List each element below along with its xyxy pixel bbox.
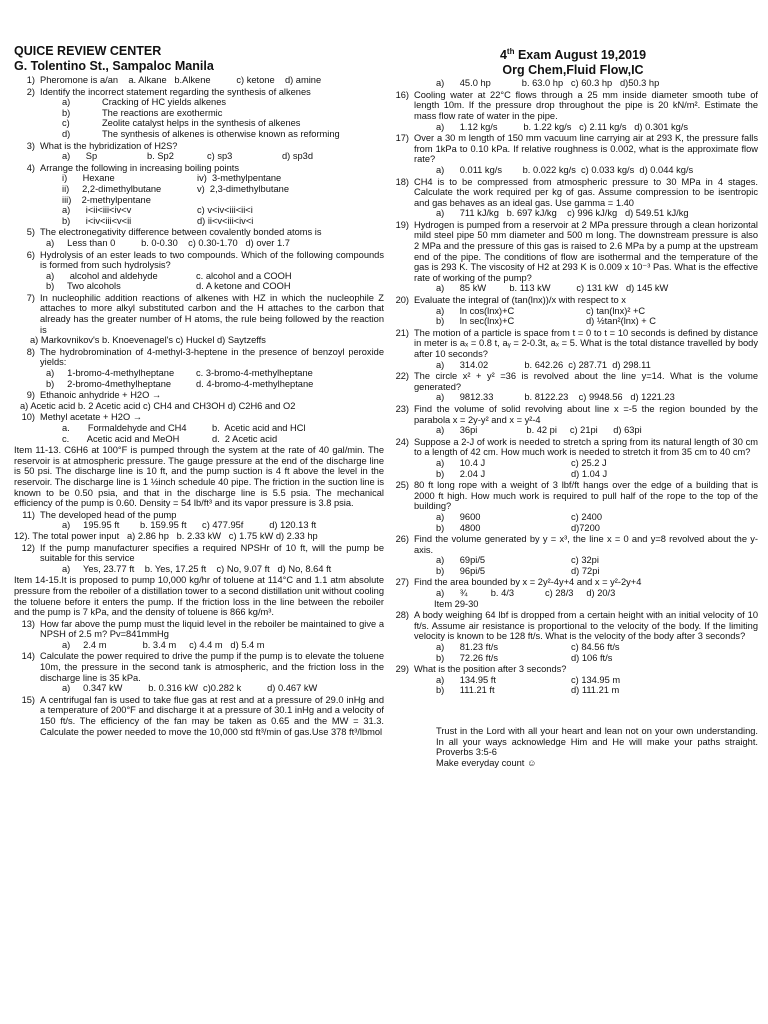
question-9-options: a) Acetic acid b. 2 Acetic acid c) CH4 and CH3OH d) C2H6 and O2 bbox=[20, 400, 296, 411]
question-15: 15) A centrifugal fan is used to take flue gas at rest and at a pressure of 29.0 inHg and a temperature of 200°F and discharge it at a pressure of 30.1 inHg and a velocity of 150 ft/s. The efficiency of the fan may be taken as 0.65 and the MW = 31.3. Calculate the power needed to move the 10,000 std ft³/min of gas.Use 378 ft³/lbmol bbox=[21, 694, 384, 737]
question-12-power: 12). The total power input a) 2.86 hp b. 2.33 kW c) 1.75 kW d) 2.33 hp bbox=[14, 530, 318, 541]
question-25-options: a) 9600 c) 2400 b) 4800 d)7200 bbox=[436, 511, 603, 533]
question-11: 11) The developed head of the pump bbox=[22, 509, 177, 520]
question-20-options: a) ln cos(lnx)+C c) tan(lnx)² +C b) ln sec(lnx)+C d) ½tan²(lnx) + C bbox=[436, 305, 657, 327]
question-23-options: a) 36pi b. 42 pi c) 21pi d) 63pi bbox=[436, 425, 642, 436]
question-3-options: a) Sp b. Sp2 c) sp3 d) sp3d bbox=[62, 151, 314, 162]
question-9: 9) Ethanoic anhydride + H2O → bbox=[26, 390, 162, 401]
question-5: 5) The electronegativity difference between covalently bonded atoms is bbox=[26, 227, 322, 238]
exam-title: 4th Exam August 19,2019 bbox=[499, 47, 647, 63]
question-8-options: a) 1-bromo-4-methylheptane c. 3-bromo-4-methylheptane b) 2-bromo-4methylheptane d. 4-bromo-4-methylheptane bbox=[46, 368, 314, 389]
question-16-options: a) 1.12 kg/s b. 1.22 kg/s c) 2.11 kg/s d) 0.301 kg/s bbox=[436, 121, 688, 132]
question-27: 27) Find the area bounded by x = 2y²-4y+4 and x = y²-2y+4 bbox=[395, 577, 642, 588]
question-21-options: a) 314.02 b. 642.26 c) 287.71 d) 298.11 bbox=[436, 359, 651, 370]
question-22: 22) The circle x² + y² =36 is revolved about the line y=14. What is the volume generated? bbox=[395, 371, 758, 392]
question-1: 1) Pheromone is a/an a. Alkane b.Alkene c) ketone d) amine bbox=[26, 75, 322, 85]
question-28-options: a) 81.23 ft/s c) 84.56 ft/s b) 72.26 ft/s d) 106 ft/s bbox=[436, 642, 620, 663]
question-6: 6) Hydrolysis of an ester leads to two compounds. Which of the following compounds is formed from such hydrolysis? bbox=[26, 249, 384, 271]
question-24-options: a) 10.4 J c) 25.2 J b) 2.04 J d) 1.04 J bbox=[436, 457, 608, 479]
question-12: 12) If the pump manufacturer specifies a required NPSHr of 10 ft, will the pump be suitable for this service bbox=[21, 542, 384, 564]
question-22-options: a) 9812.33 b. 8122.23 c) 9948.56 d) 1221.23 bbox=[436, 392, 675, 403]
question-24: 24) Suppose a 2-J of work is needed to stretch a spring from its natural length of 30 cm to a length of 42 cm. How much work is needed to stretch it from 35 cm to 40 cm? bbox=[395, 436, 758, 458]
question-2: 2) Identify the incorrect statement regarding the synthesis of alkenes bbox=[26, 86, 311, 97]
review-center-address: G. Tolentino St., Sampaloc Manila bbox=[14, 59, 214, 73]
question-19-options: a) 85 kW b. 113 kW c) 131 kW d) 145 kW bbox=[436, 283, 669, 294]
question-28: 28) A body weighing 64 lbf is dropped from a certain height with an initial velocity of 10 ft/s. Assume air resistance is proportional to the velocity of the body. If the limiting velocity is known to be 128 ft/s. What is the velocity of the body after 3 seconds? bbox=[395, 610, 758, 642]
question-14: 14) Calculate the power required to drive the pump if the pump is to elevate the toluene 10m, the pressure in the second tank is atmospheric, and the friction loss in the discharge line is 35 kPa. bbox=[21, 651, 384, 683]
question-2-options: a) Cracking of HC yields alkenes b) The reactions are exothermic c) Zeolite catalyst helps in the synthesis of alkenes d) The synthesis of alkenes is otherwise known as reforming bbox=[62, 97, 340, 139]
item-14-15-problem: Item 14-15.It is proposed to pump 10,000 kg/hr of toluene at 114°C and 1.1 atm absolute pressure from the reboiler of a distillation tower to a second distillation unit without cooling the toluene before it enters the pump. If the friction loss in the line between the reboiler and the pump is 7 kPa, and the density of toluene is 866 kg/m³. bbox=[14, 575, 384, 618]
question-7-options: a) Markovnikov's b. Knoevenagel's c) Huckel d) Saytzeffs bbox=[30, 335, 266, 346]
question-8: 8) The hydrobromination of 4-methyl-3-heptene in the presence of benzoyl peroxide yields: bbox=[26, 346, 384, 368]
question-23: 23) Find the volume of solid revolving about line x =-5 the region bounded by the parabola x = 2y-y² and x = y²-4 bbox=[395, 403, 758, 425]
question-20: 20) Evaluate the integral of (tan(lnx))/x with respect to x bbox=[395, 295, 626, 306]
left-column bbox=[14, 44, 384, 737]
question-29-options: a) 134.95 ft c) 134.95 m b) 111.21 ft d) 111.21 m bbox=[436, 674, 621, 696]
right-column bbox=[388, 44, 758, 768]
question-10: 10) Methyl acetate + H2O → bbox=[21, 412, 143, 423]
question-27-options: a) ¾ b. 4/3 c) 28/3 d) 20/3 bbox=[436, 588, 616, 599]
question-29: 29) What is the position after 3 seconds? bbox=[395, 664, 567, 675]
question-5-options: a) Less than 0 b. 0-0.30 c) 0.30-1.70 d) over 1.7 bbox=[46, 237, 290, 248]
question-21: 21) The motion of a particle is space from t = 0 to t = 10 seconds is defined by distance in meter is aₓ = 0.8 t, aᵧ = 2-0.3t, aₓ = 5. What is the total distance travelled by body after 10 seconds? bbox=[395, 327, 758, 359]
question-13-options: a) 2.4 m b. 3.4 m c) 4.4 m d) 5.4 m bbox=[62, 639, 265, 650]
question-6-options: a) alcohol and aldehyde c. alcohol and a COOH b) Two alcohols d. A ketone and COOH bbox=[46, 270, 292, 292]
closing-line: Make everyday count ☺ bbox=[436, 757, 537, 768]
bible-verse: Trust in the Lord with all your heart and lean not on your own understanding. In all your ways acknowledge Him and He will make your paths straight. Proverbs 3:5-6 bbox=[436, 726, 758, 758]
question-26-options: a) 69pi/5 c) 32pi b) 96pi/5 d) 72pi bbox=[436, 555, 600, 576]
question-17: 17) Over a 30 m length of 150 mm vacuum line carrying air at 293 K, the pressure falls from 1kPa to 0.10 kPa. If relative roughness is 0.002, what is the approximate flow rate? bbox=[395, 133, 758, 165]
question-15-options: a) 45.0 hp b. 63.0 hp c) 60.3 hp d)50.3 hp bbox=[436, 78, 660, 89]
question-4-options: i) Hexane iv) 3-methylpentane ii) 2,2-dimethylbutane v) 2,3-dimethylbutane iii) 2-methylpentane a) i<ii<iii<iv<v c) v<iv<iii<ii<i b) i<iv<iii<v<ii d) ii<v<iii<iv<i bbox=[62, 173, 289, 226]
question-12-options: a) Yes, 23.77 ft b. Yes, 17.25 ft c) No, 9.07 ft d) No, 8.64 ft bbox=[62, 563, 332, 574]
question-25: 25) 80 ft long rope with a weight of 3 lbf/ft hangs over the edge of a building that is 2000 ft high. How much work is required to pull half of the rope to the top of the building? bbox=[395, 480, 758, 512]
question-3: 3) What is the hybridization of H2S? bbox=[26, 140, 178, 151]
question-7: 7) In nucleophilic addition reactions of alkenes with HZ in which the nucleophile Z attaches to more alkyl substituted carbon and the H attaches to the carbon that already has the greater number of H atoms, the rule being followed by the reaction is bbox=[26, 292, 384, 335]
question-4: 4) Arrange the following in increasing boiling points bbox=[26, 162, 239, 173]
review-center-name: QUICE REVIEW CENTER bbox=[14, 44, 162, 58]
question-17-options: a) 0.011 kg/s b. 0.022 kg/s c) 0.033 kg/s d) 0.044 kg/s bbox=[436, 164, 694, 175]
question-18-options: a) 711 kJ/kg b. 697 kJ/kg c) 996 kJ/kg d) 549.51 kJ/kg bbox=[436, 208, 689, 219]
item-29-30-label: Item 29-30 bbox=[434, 598, 479, 609]
question-10-options: a. Formaldehyde and CH4 b. Acetic acid and HCl c. Acetic acid and MeOH d. 2 Acetic acid bbox=[62, 423, 306, 444]
question-16: 16) Cooling water at 22°C flows through a 25 mm inside diameter smooth tube of length 10m. If the pressure drop throughout the pipe is 20 kN/m². Estimate the mass flow rate of water in the pipe. bbox=[395, 89, 758, 121]
question-13: 13) How far above the pump must the liquid level in the reboiler be maintained to give a NPSH of 2.5 m? Pv=841mmHg bbox=[21, 618, 384, 640]
item-11-13-problem: Item 11-13. C6H6 at 100°F is pumped through the system at the rate of 40 gal/min. The reservoir is at atmospheric pressure. The gauge pressure at the end of the discharge line is 50 psi. The discharge line is 10 ft, and the pump suction is 4 ft above the level in the reservoir. The discharge line is 1 ½inch schedule 40 pipe. The friction in the suction line is known to be 0.50 psia, and that in the discharge line is 5.5 psia. The mechanical efficiency of the pump is 0.60. Density = 54 lb/ft³ and its vapor pressure is 3.8 psia. bbox=[14, 445, 384, 509]
question-14-options: a) 0.347 kW b. 0.316 kW c)0.282 k d) 0.467 kW bbox=[62, 683, 318, 694]
question-18: 18) CH4 is to be compressed from atmospheric pressure to 30 MPa in 4 stages. Calculate the work required per kg of gas. Assume compression to be isentropic and gas behaves as an ideal gas. Use gamma = 1.40 bbox=[395, 176, 758, 208]
question-11-options: a) 195.95 ft b. 159.95 ft c) 477.95f d) 120.13 ft bbox=[62, 520, 317, 531]
question-26: 26) Find the volume generated by y = x³, the line x = 0 and y=8 revolved about the y-axis. bbox=[395, 534, 758, 555]
exam-subjects: Org Chem,Fluid Flow,IC bbox=[502, 63, 644, 78]
question-19: 19) Hydrogen is pumped from a reservoir at 2 MPa pressure through a clean horizontal mild steel pipe 50 mm diameter and 500 m long. The downstream pressure is also 2 MPa and the pressure of this gas is raised to 2.6 MPa by a pump at the upstream end of the pipe. The conditions of flow are isothermal and the temperature of the gas is 293 K. The viscosity of H2 at 293 K is 0.009 x 10⁻³ Pas. What is the effective rate of working of the pump? bbox=[395, 219, 758, 283]
